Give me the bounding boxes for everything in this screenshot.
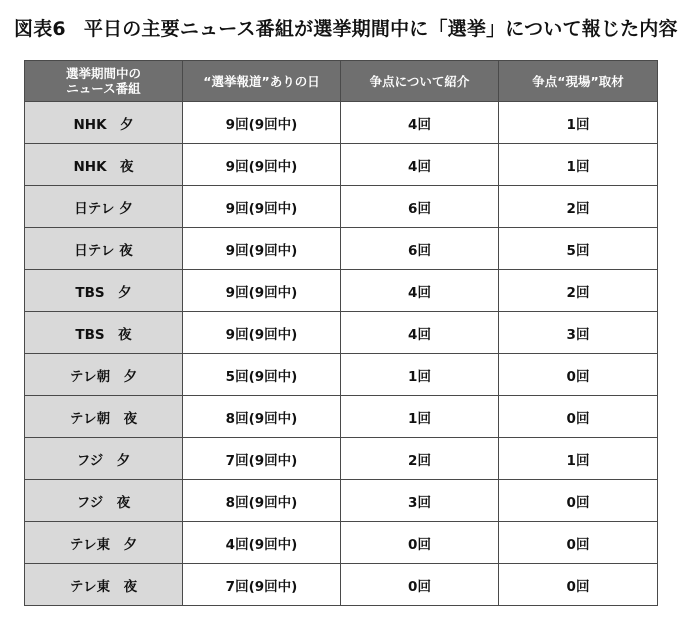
table-row <box>25 144 658 186</box>
issues-introduced-count: 4回 <box>341 270 499 312</box>
issues-introduced-count: 2回 <box>341 438 499 480</box>
results-table <box>24 60 658 606</box>
election-days-count: 9回(9回中) <box>183 270 341 312</box>
election-days-count: 4回(9回中) <box>183 522 341 564</box>
issue-field-coverage-count: 0回 <box>499 396 658 438</box>
table-header-row <box>25 61 658 102</box>
table-row <box>25 228 658 270</box>
program-name: NHK 夕 <box>25 102 183 144</box>
issue-field-coverage-count: 0回 <box>499 480 658 522</box>
election-days-count: 9回(9回中) <box>183 144 341 186</box>
figure-number: 図表6 <box>14 18 66 40</box>
issue-field-coverage-count: 1回 <box>499 438 658 480</box>
figure-title-text: 平日の主要ニュース番組が選挙期間中に「選挙」について報じた内容 <box>83 18 678 40</box>
issue-field-coverage-count: 1回 <box>499 102 658 144</box>
program-name: テレ朝 夜 <box>25 396 183 438</box>
header-election-days: “選挙報道”ありの日 <box>183 61 341 102</box>
program-name: フジ 夜 <box>25 480 183 522</box>
election-days-count: 7回(9回中) <box>183 438 341 480</box>
table-row <box>25 186 658 228</box>
issue-field-coverage-count: 2回 <box>499 186 658 228</box>
program-name: 日テレ 夕 <box>25 186 183 228</box>
issues-introduced-count: 1回 <box>341 354 499 396</box>
table-row <box>25 480 658 522</box>
issues-introduced-count: 6回 <box>341 228 499 270</box>
issues-introduced-count: 4回 <box>341 312 499 354</box>
program-name: TBS 夕 <box>25 270 183 312</box>
issues-introduced-count: 4回 <box>341 144 499 186</box>
issue-field-coverage-count: 1回 <box>499 144 658 186</box>
election-days-count: 9回(9回中) <box>183 228 341 270</box>
election-days-count: 5回(9回中) <box>183 354 341 396</box>
issues-introduced-count: 4回 <box>341 102 499 144</box>
table-row <box>25 522 658 564</box>
program-name: テレ東 夕 <box>25 522 183 564</box>
election-days-count: 8回(9回中) <box>183 396 341 438</box>
issue-field-coverage-count: 3回 <box>499 312 658 354</box>
issue-field-coverage-count: 0回 <box>499 522 658 564</box>
table-row <box>25 396 658 438</box>
issue-field-coverage-count: 5回 <box>499 228 658 270</box>
issues-introduced-count: 1回 <box>341 396 499 438</box>
issues-introduced-count: 3回 <box>341 480 499 522</box>
program-name: テレ朝 夕 <box>25 354 183 396</box>
issue-field-coverage-count: 2回 <box>499 270 658 312</box>
election-days-count: 9回(9回中) <box>183 312 341 354</box>
table-row <box>25 270 658 312</box>
table-row <box>25 354 658 396</box>
issues-introduced-count: 0回 <box>341 564 499 606</box>
program-name: NHK 夜 <box>25 144 183 186</box>
program-name: テレ東 夜 <box>25 564 183 606</box>
program-name: フジ 夕 <box>25 438 183 480</box>
header-issues-introduced: 争点について紹介 <box>341 61 499 102</box>
issues-introduced-count: 0回 <box>341 522 499 564</box>
header-issue-field-coverage: 争点“現場”取材 <box>499 61 658 102</box>
election-days-count: 7回(9回中) <box>183 564 341 606</box>
issue-field-coverage-count: 0回 <box>499 564 658 606</box>
issue-field-coverage-count: 0回 <box>499 354 658 396</box>
election-days-count: 9回(9回中) <box>183 102 341 144</box>
election-days-count: 9回(9回中) <box>183 186 341 228</box>
table-body <box>25 102 658 606</box>
election-days-count: 8回(9回中) <box>183 480 341 522</box>
figure-title <box>14 14 678 41</box>
table-row <box>25 564 658 606</box>
table-row <box>25 102 658 144</box>
program-name: TBS 夜 <box>25 312 183 354</box>
issues-introduced-count: 6回 <box>341 186 499 228</box>
table-row <box>25 438 658 480</box>
table-row <box>25 312 658 354</box>
program-name: 日テレ 夜 <box>25 228 183 270</box>
header-program: 選挙期間中の ニュース番組 <box>25 61 183 102</box>
